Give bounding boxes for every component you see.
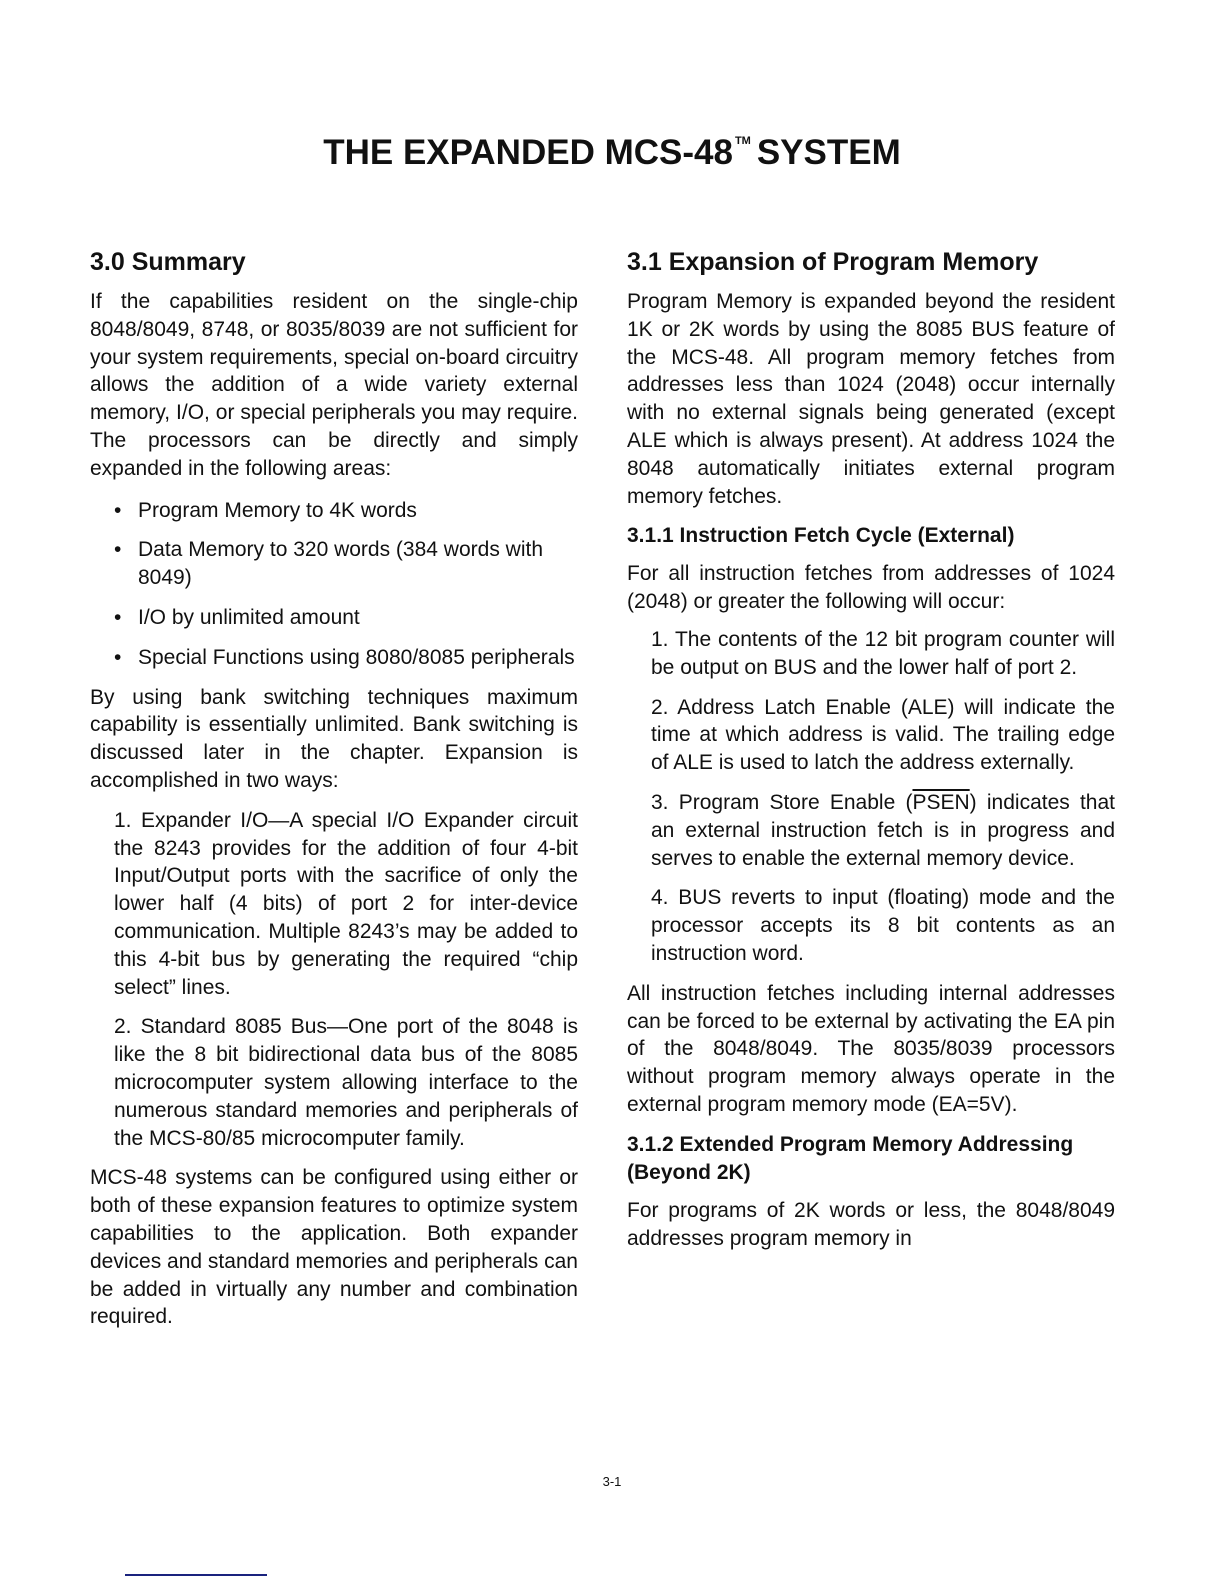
page-number: 3-1 <box>602 1474 622 1489</box>
list-item: 4. BUS reverts to input (floating) mode and the processor accepts its 8 bit contents as an instruction word. <box>651 886 1115 965</box>
section-heading-3-1: 3.1 Expansion of Program Memory <box>627 248 1039 276</box>
summary-closing-paragraph: MCS-48 systems can be configured using either or both of these expansion features to optimize system capabilities to the application. Both expander devices and standard memories and peripherals can be added in virtually any number and combination required. <box>90 1166 578 1329</box>
fetch-steps-list <box>627 626 1115 968</box>
title-text: THE EXPANDED MCS-48 <box>323 133 733 172</box>
bullet-icon: • <box>114 538 122 562</box>
list-item: 1. Expander I/O—A special I/O Expander circuit the 8243 provides for the addition of four 4-bit Input/Output ports with the sacrifice of only the lower half (4 bits) of port 2 for inter-device communication. Multiple 8243’s may be added to this 4-bit bus by generating the required “chip select” lines. <box>114 808 578 999</box>
expansion-ways-list <box>90 807 578 1153</box>
section-3-1-paragraph: Program Memory is expanded beyond the resident 1K or 2K words by using the 8085 BUS feature of the MCS-48. All program memory fetches from addresses less than 1024 (2048) occur internally with no external signals being generated (except ALE which is always present). At address 1024 the 8048 automatically initiates external program memory fetches. <box>627 290 1115 508</box>
title-suffix: SYSTEM <box>756 133 901 172</box>
summary-intro-paragraph: If the capabilities resident on the single-chip 8048/8049, 8748, or 8035/8039 are not sufficient for your system requirements, special on-board circuitry allows the addition of a wide variety external memory, I/O, or special peripherals you may require. The processors can be directly and simply expanded in the following areas: <box>90 290 578 480</box>
bank-switching-paragraph: By using bank switching techniques maximum capability is essentially unlimited. Bank switching is discussed later in the chapter. Expansion is accomplished in two ways: <box>90 685 578 792</box>
list-item: • Data Memory to 320 words (384 words with 8049) <box>114 538 543 590</box>
section-heading-3-1-1: 3.1.1 Instruction Fetch Cycle (External) <box>627 524 1015 548</box>
page-title <box>0 133 1224 173</box>
section-3-1-2-paragraph: For programs of 2K words or less, the 8048/8049 addresses program memory in <box>627 1198 1115 1250</box>
list-item: • Program Memory to 4K words <box>90 497 578 525</box>
list-item: • Special Functions using 8080/8085 peripherals <box>90 644 578 672</box>
bullet-icon: • <box>114 645 122 669</box>
list-item: 1. The contents of the 12 bit program counter will be output on BUS and the lower half of port 2. <box>651 627 1115 679</box>
list-item: 2. Standard 8085 Bus—One port of the 8048 is like the 8 bit bidirectional data bus of the 8085 microcomputer system allowing interface to the numerous standard memories and peripherals of the MCS-80/85 microcomputer family. <box>114 1015 578 1150</box>
section-heading-3-1-2: 3.1.2 Extended Program Memory Addressing (Beyond 2K) <box>627 1132 1074 1184</box>
section-heading-summary: 3.0 Summary <box>90 248 246 276</box>
section-3-1-1-closing: All instruction fetches including internal addresses can be forced to be external by activating the EA pin of the 8048/8049. The 8035/8039 processors without program memory always operate in the external program memory mode (EA=5V). <box>627 981 1115 1116</box>
section-3-1-1-intro: For all instruction fetches from addresses of 1024 (2048) or greater the following will occur: <box>627 562 1115 614</box>
footer-divider <box>125 1574 267 1576</box>
list-item: 3. Program Store Enable (PSEN) indicates that an external instruction fetch is in progress and serves to enable the external memory device. <box>651 790 1116 870</box>
list-item: • I/O by unlimited amount <box>90 604 578 632</box>
trademark-mark: TM <box>734 135 751 147</box>
list-item: 2. Address Latch Enable (ALE) will indicate the time at which address is valid. The trailing edge of ALE is used to latch the address externally. <box>651 695 1115 775</box>
right-column <box>627 246 1115 1252</box>
psen-signal: PSEN <box>912 790 970 814</box>
expansion-areas-list <box>90 497 578 672</box>
bullet-icon: • <box>114 498 122 522</box>
left-column <box>90 246 578 1343</box>
bullet-icon: • <box>114 605 122 629</box>
